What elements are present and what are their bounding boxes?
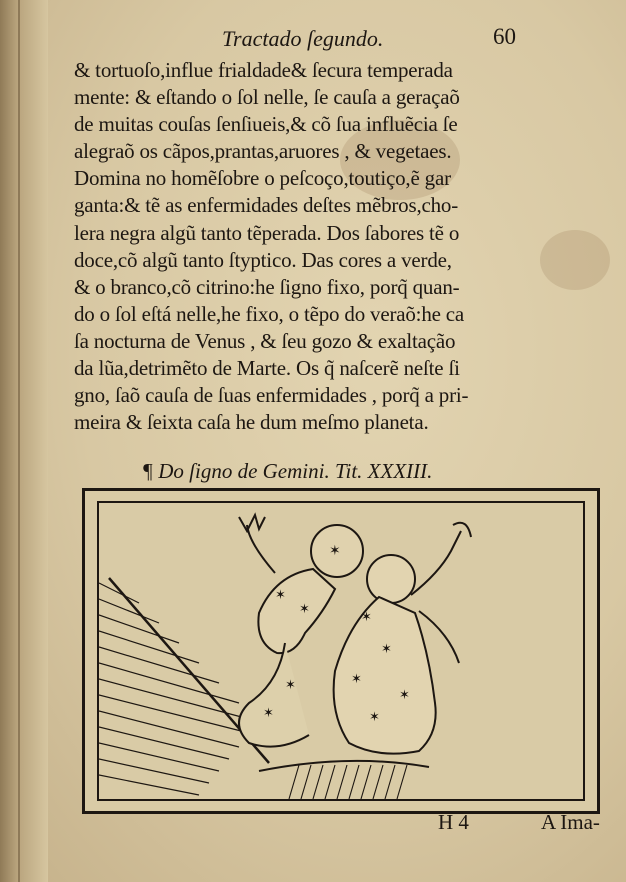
svg-text:✶: ✶ <box>399 688 410 703</box>
text-line: & tortuoſo,influe frialdade& ſecura temperada <box>74 58 453 82</box>
text-line: ſa nocturna de Venus , & ſeu gozo & exaltação <box>74 328 456 353</box>
body-text <box>74 57 570 436</box>
svg-text:✶: ✶ <box>275 588 286 603</box>
text-line: doce,cõ algũ tanto ſtyptico. Das cores a verde, <box>74 247 452 272</box>
text-line: de muitas couſas ſenſiueis,& cõ ſua influẽcia ſe <box>74 112 458 137</box>
woodcut-inner-border <box>97 501 585 801</box>
folio-number: 60 <box>493 24 516 49</box>
text-line: gno, ſaõ cauſa de ſuas enfermidades , porq̃ a pri- <box>74 383 469 408</box>
text-line: & o branco,cõ citrino:he ſigno fixo, porq̃ quan- <box>74 274 460 299</box>
text-line: Domina no homẽſobre o peſcoço,toutiço,ẽ gar <box>74 166 451 191</box>
svg-text:✶: ✶ <box>329 543 341 559</box>
binding-gutter <box>0 0 48 882</box>
gemini-twins-woodcut <box>99 503 583 799</box>
text-line: mente: & eſtando o ſol nelle, ſe cauſa a geraçaõ <box>74 85 460 110</box>
ground-hatching <box>259 761 429 799</box>
hatched-sky <box>99 578 269 795</box>
signature-mark: H 4 <box>438 810 469 834</box>
svg-text:✶: ✶ <box>361 610 372 625</box>
woodcut-illustration <box>82 488 600 814</box>
text-line: alegraõ os cãpos,prantas,aruores , & vegetaes. <box>74 139 452 164</box>
svg-text:✶: ✶ <box>351 672 362 687</box>
gutter-crease <box>18 0 20 882</box>
running-title: Tractado ſegundo. <box>222 26 384 51</box>
text-line: da lũa,detrimẽto de Marte. Os q̃ naſcerẽ neſte ſi <box>74 356 460 381</box>
catchword: A Ima- <box>541 810 600 834</box>
svg-text:✶: ✶ <box>381 642 392 657</box>
svg-text:✶: ✶ <box>369 710 380 725</box>
text-line: meira & ſeixta caſa he dum meſmo planeta. <box>74 410 429 435</box>
svg-text:✶: ✶ <box>285 678 296 693</box>
section-heading: ¶ Do ſigno de Gemini. Tit. XXXIII. <box>142 459 433 483</box>
text-line: do o ſol eſtá nelle,he fixo, o tẽpo do veraõ:he ca <box>74 301 465 326</box>
text-line: ganta:& tẽ as enfermidades deſtes mẽbros,cho- <box>74 193 459 218</box>
text-line: lera negra algũ tanto tẽperada. Dos ſabores tẽ o <box>74 220 460 245</box>
svg-text:✶: ✶ <box>263 706 274 721</box>
svg-text:✶: ✶ <box>299 602 310 617</box>
